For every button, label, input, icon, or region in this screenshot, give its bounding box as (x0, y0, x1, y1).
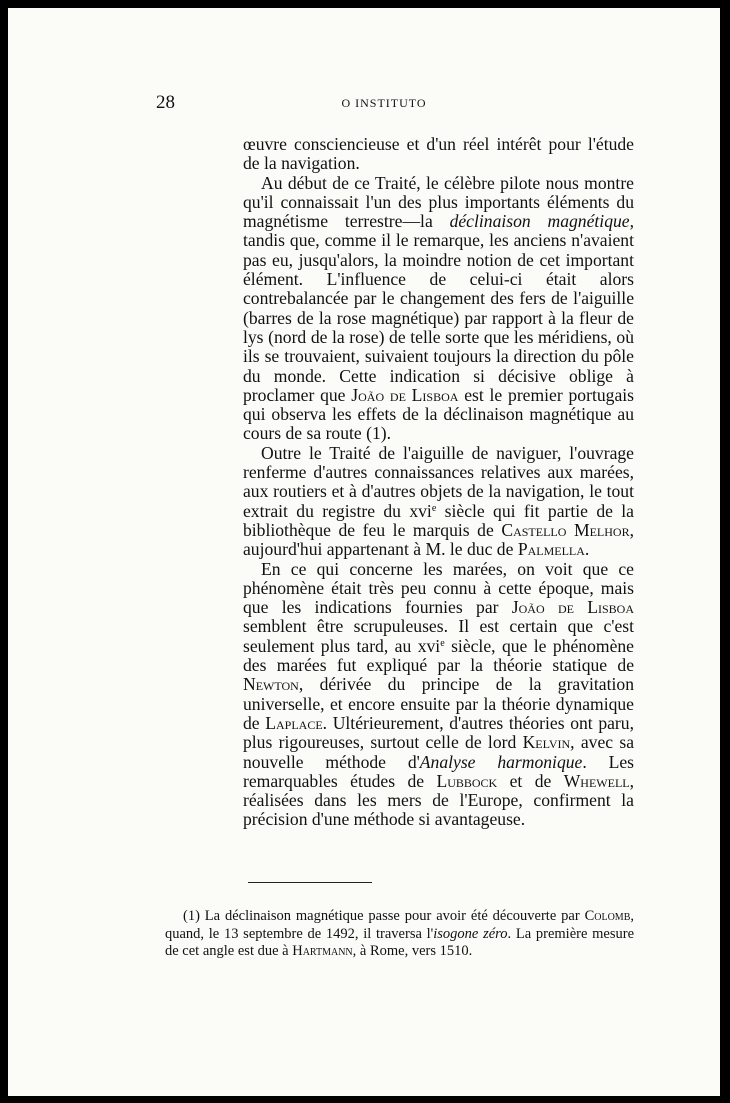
person-name: João de Lisboa (351, 384, 459, 405)
book-page (8, 8, 720, 1096)
running-title: O INSTITUTO (341, 96, 427, 110)
page-number: 28 (156, 92, 175, 113)
main-text (243, 135, 634, 830)
paragraph-4: En ce qui concerne les marées, on voit que ce phénomène était très peu connu à cette époque, mais que les indications fournies par João de Lisboa semblent être scrupuleuses. Il est certain que c'est seulement plus tard, au xvi$^e$ siècle, que le phénomène des marées fut expliqué par la théorie statique de Newton, dérivée du principe de la gravitation universelle, et encore ensuite par la théorie dynamique de Laplace. Ultérieurement, d'autres théories ont paru, plus rigoureuses, surtout celle de lord Kelvin, avec sa nouvelle méthode d'Analyse harmonique. Les remarquables études de Lubbock et de Whewell, réalisées dans les mers de l'Europe, confirment la précision d'une méthode si avantageuse. (243, 558, 635, 830)
person-name: Laplace (265, 712, 323, 733)
emphasis-isogone: isogone zéro (433, 925, 508, 942)
paragraph-3: Outre le Traité de l'aiguille de naviguer, l'ouvrage renferme d'autres connaissances relatives aux marées, aux routiers et à d'autres objets de la navigation, le tout extrait du registre du xvi$^e$ siècle qui fit partie de la bibliothèque de feu le marquis de Castello Melhor, aujourd'hui appartenant à M. le duc de Palmella. (243, 442, 634, 560)
footnote-text: (1) La déclinaison magnétique passe pour avoir été découverte par Colomb, quand, le 13 septembre de 1492, il traversa l'isogone zéro. La première mesure de cet angle est due à Hartmann, à Rome, vers 1510. (165, 908, 634, 959)
paragraph-2: Au début de ce Traité, le célèbre pilote nous montre qu'il connaissait l'un des plus importants éléments du magnétisme terrestre—la déclinaison magnétique, tandis que, comme il le remarque, les anciens n'avaient pas eu, jusqu'alors, la moindre notion de cet important élément. L'influence de celui-ci était alors contrebalancée par le changement des fers de l'aiguille (barres de la rose magnétique) par rapport à la fleur de lys (nord de la rose) de telle sorte que les méridiens, où ils se trouvaient, suivaient toujours la direction du pôle du monde. Cette indication si décisive oblige à proclamer que João de Lisboa est le premier portugais qui observa les effets de la déclinaison magnétique au cours de sa route (1). (243, 172, 634, 444)
person-name: João de Lisboa (511, 597, 634, 618)
person-name: Newton (243, 674, 299, 695)
footnote (165, 908, 634, 961)
page-header (8, 92, 720, 114)
person-name: Whewell (563, 770, 630, 791)
person-name: Castello Melhor (501, 519, 630, 540)
person-name: Kelvin (522, 732, 571, 753)
emphasis-declinaison: déclinaison magnétique, (449, 211, 634, 232)
footnote-divider (248, 882, 372, 883)
person-name: Hartmann (292, 943, 353, 959)
paragraph-1: œuvre consciencieuse et d'un réel intérêt pour l'étude de la navigation. (243, 134, 634, 174)
person-name: Palmella (517, 539, 585, 560)
emphasis-analyse: Analyse harmonique (419, 751, 583, 772)
person-name: Lubbock (436, 770, 498, 791)
person-name: Colomb (584, 908, 631, 924)
